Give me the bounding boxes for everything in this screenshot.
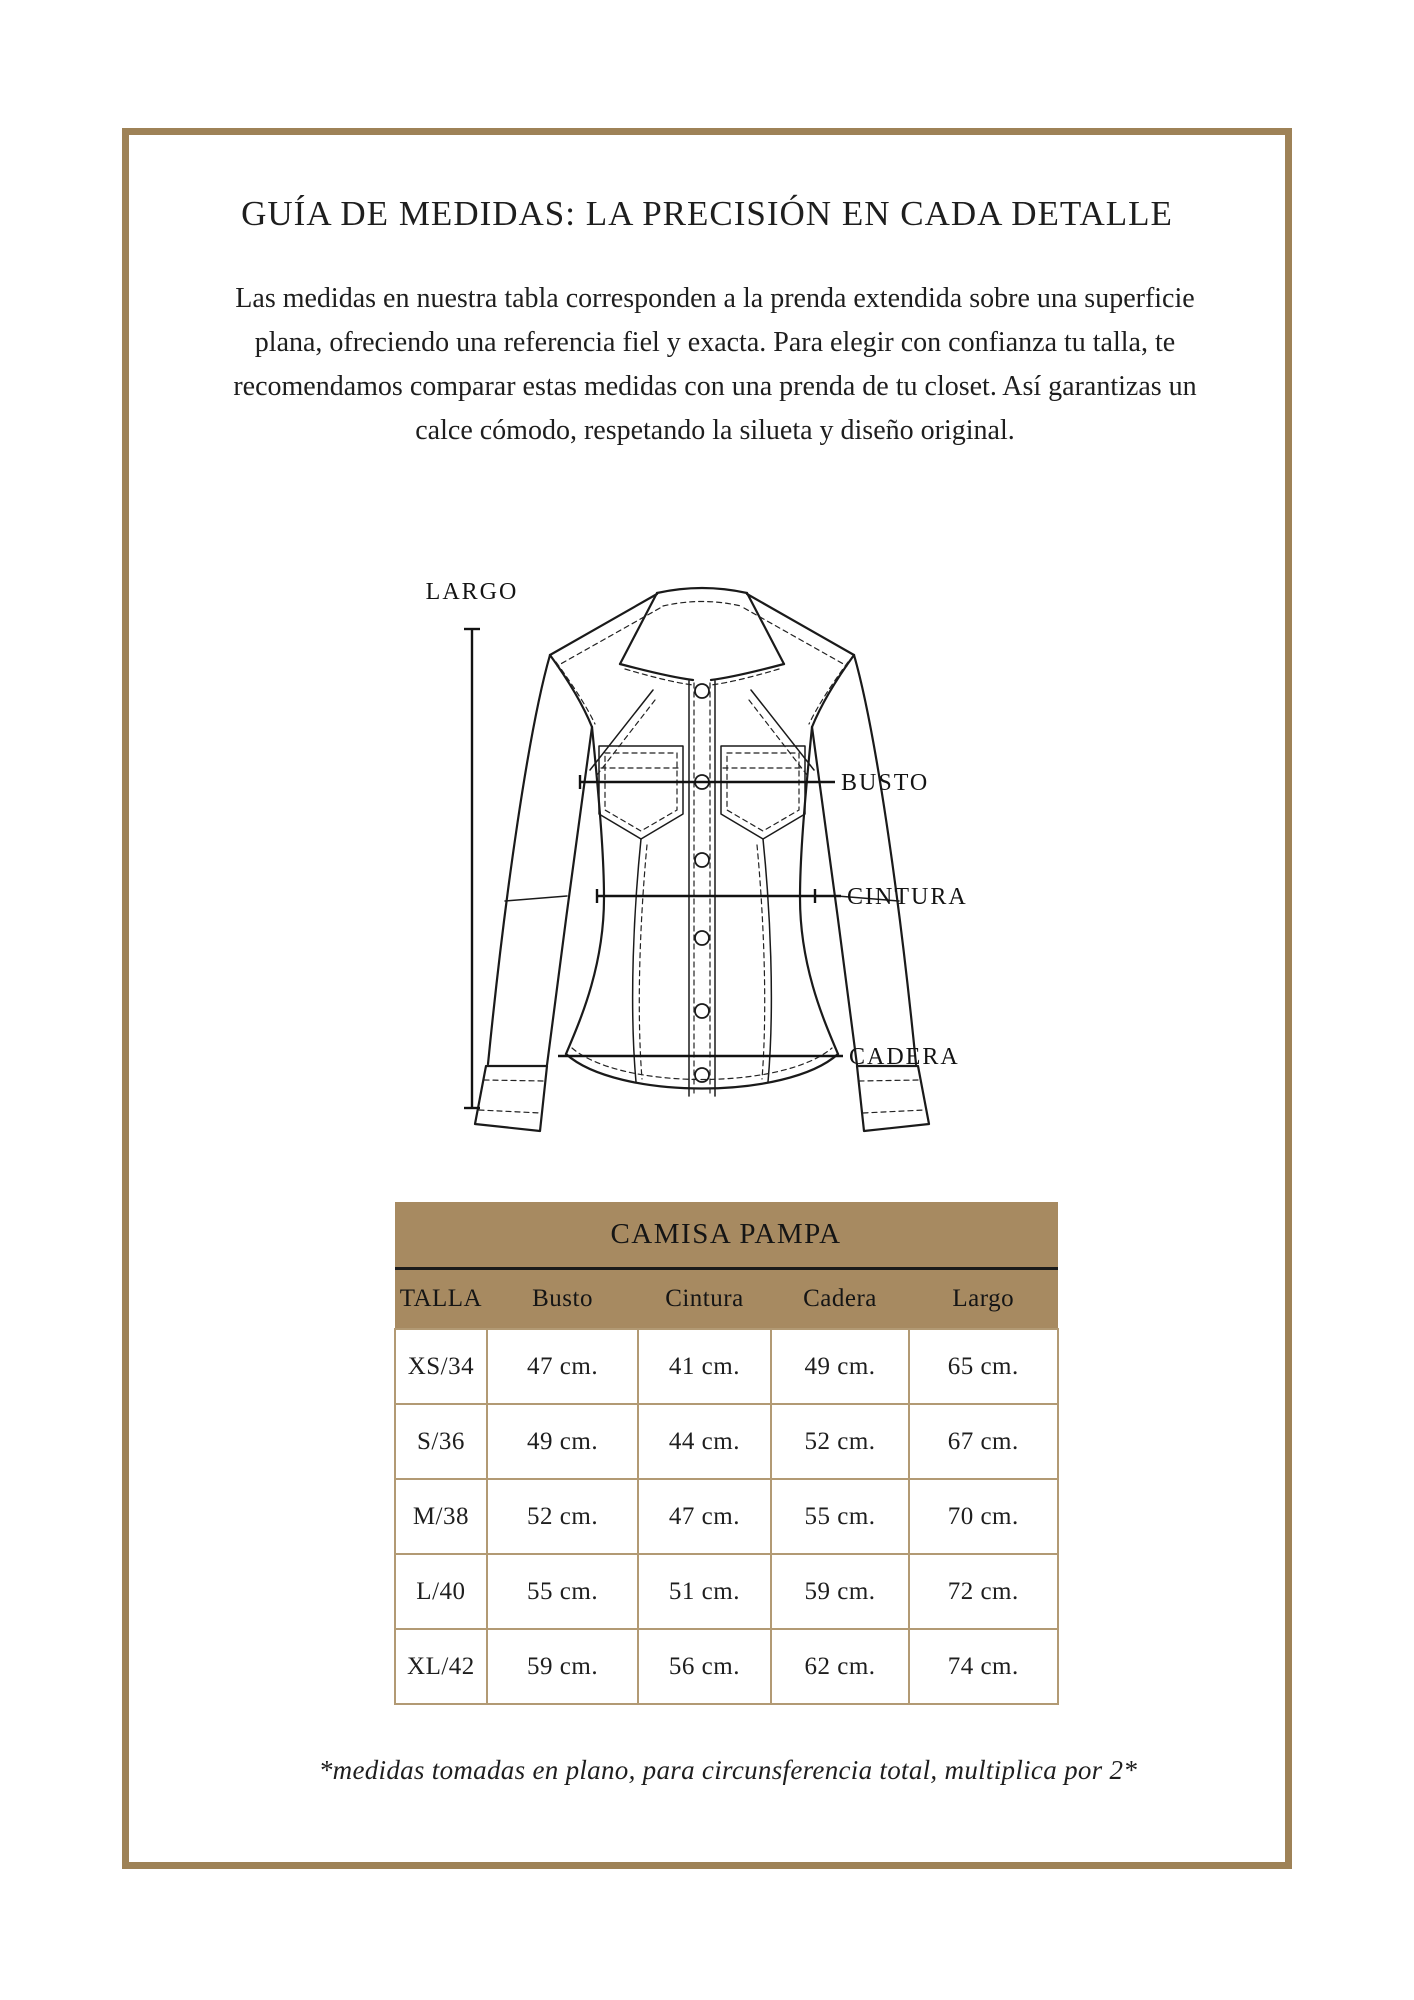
cell-talla: S/36: [395, 1404, 488, 1479]
size-table-body: [395, 1329, 1058, 1704]
cell-largo: 65 cm.: [909, 1329, 1058, 1404]
col-header-talla: TALLA: [395, 1269, 488, 1330]
measurement-lines: [464, 629, 843, 1108]
col-header-cadera: Cadera: [771, 1269, 909, 1330]
cell-cintura: 56 cm.: [638, 1629, 771, 1704]
cell-cadera: 52 cm.: [771, 1404, 909, 1479]
col-header-largo: Largo: [909, 1269, 1058, 1330]
col-header-busto: Busto: [487, 1269, 638, 1330]
cell-busto: 55 cm.: [487, 1554, 638, 1629]
shirt-seams: [505, 681, 899, 1096]
cell-largo: 70 cm.: [909, 1479, 1058, 1554]
busto-label: BUSTO: [841, 770, 930, 796]
cell-cadera: 55 cm.: [771, 1479, 909, 1554]
largo-label: LARGO: [425, 579, 519, 605]
size-table-title: CAMISA PAMPA: [395, 1202, 1058, 1269]
size-table: [394, 1202, 1059, 1705]
size-row: [395, 1554, 1058, 1629]
cell-cintura: 44 cm.: [638, 1404, 771, 1479]
cell-largo: 74 cm.: [909, 1629, 1058, 1704]
col-header-cintura: Cintura: [638, 1269, 771, 1330]
cell-talla: L/40: [395, 1554, 488, 1629]
cell-busto: 49 cm.: [487, 1404, 638, 1479]
cell-busto: 52 cm.: [487, 1479, 638, 1554]
size-row: [395, 1404, 1058, 1479]
cell-talla: XL/42: [395, 1629, 488, 1704]
footnote: *medidas tomadas en plano, para circunsferencia total, multiplica por 2*: [318, 1755, 1138, 1785]
cell-cintura: 47 cm.: [638, 1479, 771, 1554]
cintura-label: CINTURA: [847, 884, 968, 910]
page-title: GUÍA DE MEDIDAS: LA PRECISIÓN EN CADA DETALLE: [241, 194, 1173, 233]
shirt-sketch: [417, 563, 997, 1138]
size-row: [395, 1329, 1058, 1404]
shirt-measurement-diagram: [129, 563, 1285, 1138]
cell-cadera: 62 cm.: [771, 1629, 909, 1704]
cell-talla: XS/34: [395, 1329, 488, 1404]
size-row: [395, 1479, 1058, 1554]
cell-talla: M/38: [395, 1479, 488, 1554]
cell-busto: 59 cm.: [487, 1629, 638, 1704]
cell-cintura: 51 cm.: [638, 1554, 771, 1629]
cell-cintura: 41 cm.: [638, 1329, 771, 1404]
cell-busto: 47 cm.: [487, 1329, 638, 1404]
size-guide-page: [129, 135, 1285, 1862]
page-border-frame: [122, 128, 1292, 1869]
size-table-header: [395, 1202, 1058, 1329]
cell-cadera: 59 cm.: [771, 1554, 909, 1629]
cadera-label: CADERA: [849, 1044, 960, 1070]
intro-paragraph: Las medidas en nuestra tabla corresponden a la prenda extendida sobre una superficie plana, ofreciendo una referencia fiel y exacta. Para elegir con confianza tu talla, te recomendamos comparar estas medidas con una prenda de tu closet. Así garantizas un calce cómodo, respetando la silueta y diseño original.: [233, 283, 1197, 446]
cell-largo: 67 cm.: [909, 1404, 1058, 1479]
cell-largo: 72 cm.: [909, 1554, 1058, 1629]
size-row: [395, 1629, 1058, 1704]
cell-cadera: 49 cm.: [771, 1329, 909, 1404]
